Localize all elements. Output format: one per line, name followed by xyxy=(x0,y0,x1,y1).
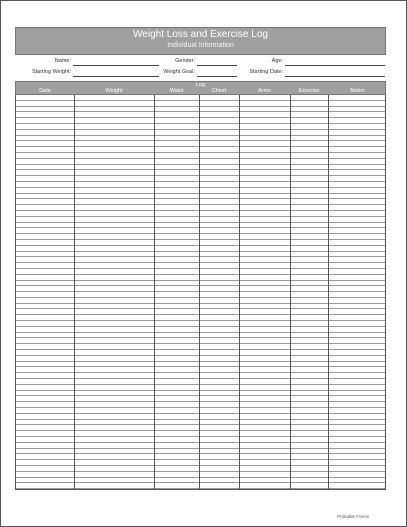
form-title: Weight Loss and Exercise Log xyxy=(133,29,268,40)
starting-weight-field[interactable] xyxy=(73,76,159,77)
name-field[interactable] xyxy=(73,65,159,66)
column-divider xyxy=(74,95,75,489)
log-row[interactable] xyxy=(16,483,385,489)
column-notes: Notes xyxy=(350,88,365,94)
column-divider xyxy=(199,95,200,489)
title-bar xyxy=(15,27,386,55)
column-divider xyxy=(328,95,329,489)
gender-field[interactable] xyxy=(197,65,237,66)
age-label: Age: xyxy=(271,58,283,64)
column-exercise: Exercise xyxy=(298,88,320,94)
starting-date-label: Starting Date: xyxy=(249,69,283,75)
weight-goal-label: Weight Goal: xyxy=(163,69,195,75)
weight-loss-log-sheet xyxy=(15,27,386,490)
column-divider xyxy=(290,95,291,489)
column-divider xyxy=(154,95,155,489)
column-arms: Arms xyxy=(258,88,271,94)
column-waist: Waist xyxy=(169,88,184,94)
log-title: Log xyxy=(195,82,206,88)
starting-date-field[interactable] xyxy=(285,76,385,77)
age-field[interactable] xyxy=(285,65,385,66)
individual-information-section xyxy=(15,55,386,81)
column-divider xyxy=(239,95,240,489)
name-label: Name: xyxy=(54,58,71,64)
column-date: Date xyxy=(39,88,51,94)
gender-label: Gender: xyxy=(175,58,195,64)
column-weight: Weight xyxy=(105,88,123,94)
footer-credit: Printable Forms xyxy=(337,514,369,519)
log-table xyxy=(15,95,386,490)
section-individual-information: Individual Information xyxy=(167,42,234,49)
column-chest: Chest xyxy=(211,88,227,94)
weight-goal-field[interactable] xyxy=(197,76,237,77)
starting-weight-label: Starting Weight: xyxy=(31,69,71,75)
log-header xyxy=(15,81,386,95)
